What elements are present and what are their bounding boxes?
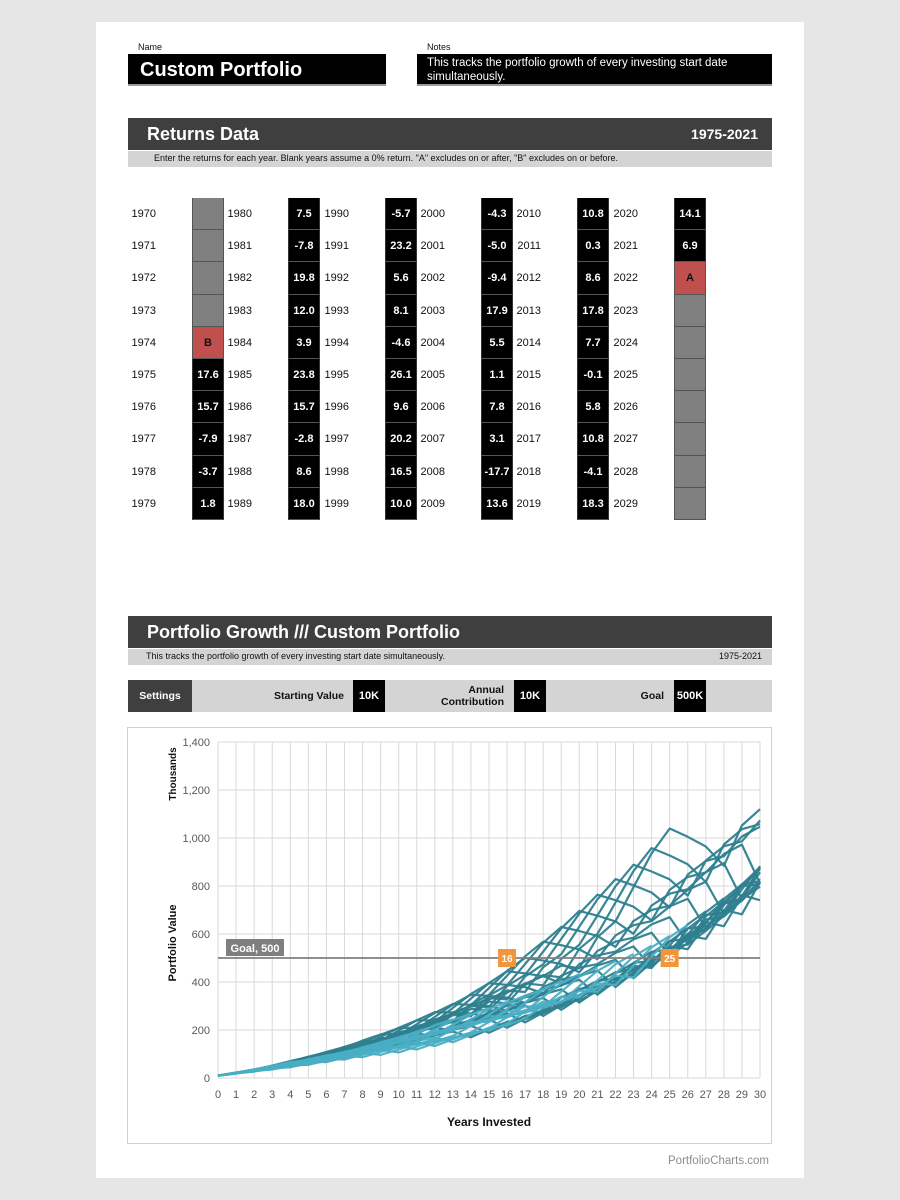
year-label: 2000 [420,208,445,220]
return-cell-2013[interactable]: 17.8 [577,295,609,327]
settings-bar [128,680,772,712]
year-label: 1981 [227,240,252,253]
goal-label: Goal, 500 [230,943,280,955]
x-tick-label: 15 [482,1089,496,1101]
x-tick-label: 29 [735,1089,749,1101]
year-label: 2005 [420,368,445,381]
y-tick-label: 800 [191,881,210,893]
y-tick-label: 1,200 [182,785,210,797]
year-label: 1975 [131,368,156,381]
year-label: 2016 [516,401,541,414]
year-label: 1973 [131,304,156,317]
series-line-2001 [218,967,597,1075]
y-tick-label: 400 [191,977,210,989]
series-line-1997 [218,936,670,1076]
year-label: 2019 [516,497,541,510]
year-label: 1980 [227,208,252,220]
year-label: 2021 [613,240,638,253]
year-label: 1998 [324,465,349,478]
return-cell-2004[interactable]: 5.5 [481,327,513,359]
year-label: 2002 [420,272,445,285]
x-tick-label: 18 [537,1089,550,1101]
return-cell-1992[interactable]: 5.6 [385,262,417,294]
year-label: 1993 [324,304,349,317]
return-cell-1995[interactable]: 26.1 [385,359,417,391]
annual-contribution-field[interactable]: 10K [514,680,546,712]
x-tick-label: 12 [428,1089,441,1101]
x-axis-title: Years Invested [446,1115,532,1129]
year-label: 2029 [613,497,638,510]
return-cell-1984[interactable]: 3.9 [288,327,320,359]
return-cell-1996[interactable]: 9.6 [385,391,417,423]
year-label: 1988 [227,465,252,478]
year-label: 2022 [613,272,638,285]
return-cell-2011[interactable]: 0.3 [577,230,609,262]
return-cell-2002[interactable]: -9.4 [481,262,513,294]
x-tick-label: 8 [359,1089,366,1101]
starting-value-field[interactable]: 10K [353,680,385,712]
returns-instructions-bar [128,151,772,167]
return-cell-2023[interactable] [674,295,706,327]
x-tick-label: 21 [591,1089,604,1101]
return-cell-2017[interactable]: 10.8 [577,423,609,455]
x-tick-label: 20 [573,1089,586,1101]
year-label: 1974 [131,336,156,349]
starting-value-label: Starting Value [273,690,344,702]
return-cell-1997[interactable]: 20.2 [385,423,417,455]
y-tick-label: 1,400 [182,737,210,749]
year-label: 2020 [613,208,638,220]
return-cell-1994[interactable]: -4.6 [385,327,417,359]
year-label: 2028 [613,465,638,478]
year-label: 1997 [324,433,349,446]
growth-title: Portfolio Growth /// Custom Portfolio [147,622,460,642]
x-tick-label: 14 [464,1089,478,1101]
notes-field[interactable]: This tracks the portfolio growth of every investing start date simultaneously. [417,54,772,86]
return-cell-2001[interactable]: -5.0 [481,230,513,262]
year-label: 1971 [131,240,156,253]
y-axis-unit: Thousands [168,747,179,801]
return-cell-2006[interactable]: 7.8 [481,391,513,423]
return-cell-2010[interactable]: 10.8 [577,198,609,230]
return-cell-1999[interactable]: 10.0 [385,488,417,520]
x-tick-label: 5 [305,1089,312,1101]
settings-button[interactable]: Settings [128,680,192,712]
returns-range: 1975-2021 [691,126,758,142]
return-cell-2009[interactable]: 13.6 [481,488,513,520]
name-label: Name [138,42,163,52]
year-label: 2009 [420,497,445,510]
year-label: 2027 [613,433,638,446]
x-tick-label: 30 [753,1089,767,1101]
return-cell-2029[interactable] [674,488,706,520]
chart-canvas [128,728,771,1143]
growth-range: 1975-2021 [718,651,762,661]
return-cell-2015[interactable]: -0.1 [577,359,609,391]
year-label: 2025 [613,368,638,381]
year-label: 1986 [227,401,252,414]
growth-section-header [128,616,772,648]
return-cell-1987[interactable]: -2.8 [288,423,320,455]
year-label: 1976 [131,401,156,414]
return-cell-2005[interactable]: 1.1 [481,359,513,391]
x-tick-label: 9 [377,1089,384,1101]
return-cell-1991[interactable]: 23.2 [385,230,417,262]
year-label: 2013 [516,304,541,317]
x-tick-label: 13 [446,1089,459,1101]
year-label: 1992 [324,272,349,285]
series-line-1995 [218,911,706,1075]
year-label: 1991 [324,240,349,253]
x-tick-label: 25 [663,1089,676,1101]
x-tick-label: 22 [609,1089,622,1101]
return-cell-2025[interactable] [674,359,706,391]
year-label: 2008 [420,465,445,478]
return-cell-1974[interactable]: B [192,327,224,359]
x-tick-label: 28 [717,1089,730,1101]
x-tick-label: 3 [269,1089,276,1101]
x-tick-label: 10 [392,1089,405,1101]
return-cell-1980[interactable]: 7.5 [288,198,320,230]
year-label: 1972 [131,272,156,285]
y-axis-title: Portfolio Value [167,904,179,982]
return-cell-1986[interactable]: 15.7 [288,391,320,423]
return-cell-2016[interactable]: 5.8 [577,391,609,423]
year-label: 1999 [324,497,349,510]
year-label: 1989 [227,497,252,510]
return-cell-2012[interactable]: 8.6 [577,262,609,294]
return-cell-1981[interactable]: -7.8 [288,230,320,262]
return-cell-1977[interactable]: -7.9 [192,423,224,455]
return-cell-1990[interactable]: -5.7 [385,198,417,230]
return-cell-1976[interactable]: 15.7 [192,391,224,423]
return-cell-2003[interactable]: 17.9 [481,295,513,327]
y-tick-label: 200 [191,1025,210,1037]
x-tick-label: 6 [323,1089,330,1101]
x-tick-label: 0 [214,1089,222,1101]
return-cell-1998[interactable]: 16.5 [385,456,417,488]
return-cell-2022[interactable]: A [674,262,706,294]
x-tick-label: 16 [500,1089,514,1101]
return-cell-2020[interactable]: 14.1 [674,198,706,230]
year-label: 2007 [420,433,445,446]
year-label: 1995 [324,368,349,381]
x-tick-label: 2 [251,1089,258,1101]
year-label: 2011 [517,240,541,253]
year-label: 1978 [131,465,156,478]
return-cell-2024[interactable] [674,327,706,359]
goal-field[interactable]: 500K [674,680,706,712]
goal-label: Goal [640,690,664,702]
return-cell-1985[interactable]: 23.8 [288,359,320,391]
x-tick-label: 27 [699,1089,712,1101]
year-label: 2015 [516,368,541,381]
growth-description-bar [128,649,772,665]
year-label: 2026 [613,401,638,414]
x-tick-label: 11 [411,1089,423,1101]
series-line-2021 [218,1073,236,1076]
x-tick-label: 17 [519,1089,532,1101]
year-label: 2001 [420,240,445,253]
return-cell-1988[interactable]: 8.6 [288,456,320,488]
return-cell-2019[interactable]: 18.3 [577,488,609,520]
x-tick-label: 19 [555,1089,568,1101]
return-cell-2014[interactable]: 7.7 [577,327,609,359]
year-label: 2018 [516,465,541,478]
returns-section-header [128,118,772,150]
return-cell-1979[interactable]: 1.8 [192,488,224,520]
year-label: 2003 [420,304,445,317]
year-label: 1985 [227,368,252,381]
y-tick-label: 1,000 [182,833,210,845]
year-label: 2010 [516,208,541,220]
return-cell-1983[interactable]: 12.0 [288,295,320,327]
annual-label-line1: Annual [468,684,504,696]
return-cell-2021[interactable]: 6.9 [674,230,706,262]
y-tick-label: 0 [203,1073,210,1085]
notes-label: Notes [427,42,451,52]
return-cell-1989[interactable]: 18.0 [288,488,320,520]
footer-brand[interactable]: PortfolioCharts.com [668,1155,769,1167]
year-label: 1982 [227,272,252,285]
x-tick-label: 1 [233,1089,240,1101]
portfolio-growth-chart [127,727,772,1144]
growth-description: This tracks the portfolio growth of every investing start date simultaneously. [146,651,445,661]
year-label: 1984 [227,336,252,349]
return-cell-2018[interactable]: -4.1 [577,456,609,488]
portfolio-name-field[interactable]: Custom Portfolio [128,54,386,86]
year-label: 2004 [420,336,445,349]
year-label: 1990 [324,208,349,220]
year-label: 2024 [613,336,638,349]
return-cell-2028[interactable] [674,456,706,488]
year-label: 2014 [516,336,541,349]
x-tick-label: 4 [287,1089,294,1101]
return-cell-2026[interactable] [674,391,706,423]
return-cell-2008[interactable]: -17.7 [481,456,513,488]
x-tick-label: 7 [341,1089,348,1101]
return-cell-1978[interactable]: -3.7 [192,456,224,488]
goal-marker-label: 16 [501,954,513,965]
year-label: 1970 [131,208,156,220]
year-label: 1979 [131,497,156,510]
returns-instructions: Enter the returns for each year. Blank years assume a 0% return. "A" excludes on or after, "B" excludes on or before. [154,153,619,163]
return-cell-2007[interactable]: 3.1 [481,423,513,455]
y-tick-label: 600 [191,929,210,941]
year-label: 2023 [613,304,638,317]
year-label: 2012 [516,272,541,285]
x-tick-label: 26 [681,1089,694,1101]
year-label: 1994 [324,336,349,349]
return-cell-1975[interactable]: 17.6 [192,359,224,391]
year-label: 1977 [131,433,156,446]
returns-title: Returns Data [147,124,260,144]
annual-label-line2: Contribution [441,696,504,708]
year-label: 1996 [324,401,349,414]
return-cell-2027[interactable] [674,423,706,455]
page [96,22,804,1178]
return-cell-1993[interactable]: 8.1 [385,295,417,327]
year-label: 2017 [516,433,541,446]
year-label: 1983 [227,304,252,317]
x-tick-label: 24 [645,1089,658,1101]
goal-marker-label: 25 [664,954,676,965]
year-label: 2006 [420,401,445,414]
annual-contribution-label [418,680,504,712]
year-label: 1987 [227,433,252,446]
return-cell-2000[interactable]: -4.3 [481,198,513,230]
return-cell-1982[interactable]: 19.8 [288,262,320,294]
x-tick-label: 23 [627,1089,640,1101]
